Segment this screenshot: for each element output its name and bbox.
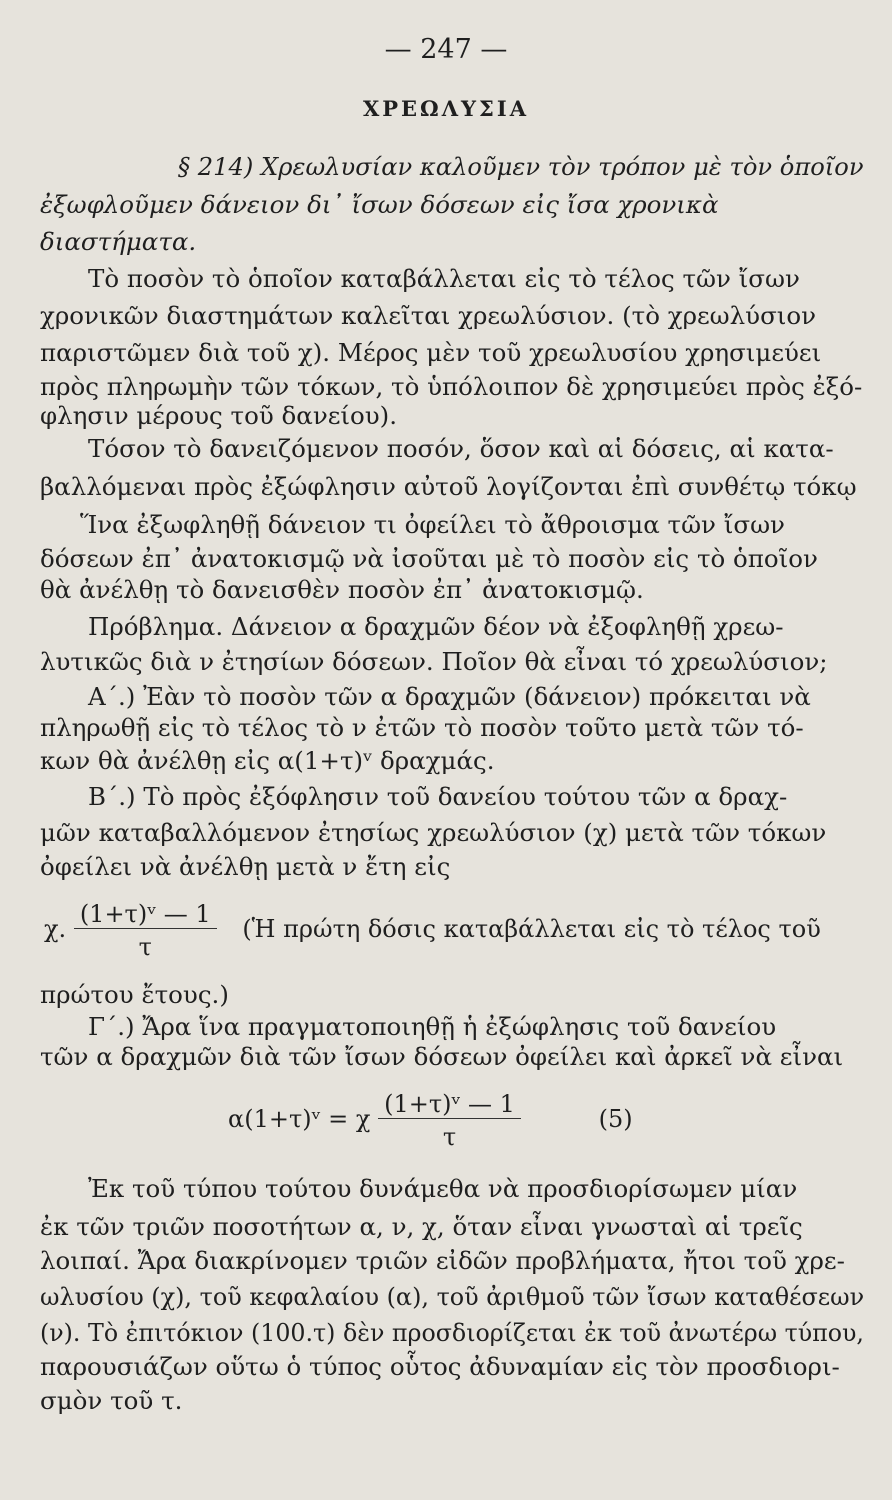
problem-line: Πρόβλημα. Δάνειον α δραχμῶν δέον νὰ ἐξοφληθῇ χρεω- xyxy=(88,612,784,641)
page-number: — 247 — xyxy=(384,34,508,65)
equation-5 xyxy=(228,1090,633,1151)
equation-label: (5) xyxy=(598,1105,633,1133)
text-line: δόσεων ἐπ᾿ ἀνατοκισμῷ νὰ ἰσοῦται μὲ τὸ ποσὸν εἰς τὸ ὁποῖον xyxy=(40,544,818,573)
text-line: ὀφείλει νὰ ἀνέλθῃ μετὰ ν ἔτη εἰς xyxy=(40,852,451,881)
annuity-formula xyxy=(44,900,821,961)
text-line: λοιπαί. Ἄρα διακρίνομεν τριῶν εἰδῶν προβλήματα, ἤτοι τοῦ χρε- xyxy=(40,1246,845,1275)
text-line: Τόσον τὸ δανειζόμενον ποσόν, ὅσον καὶ αἱ δόσεις, αἱ κατα- xyxy=(88,434,834,463)
text-line: Α΄.) Ἐὰν τὸ ποσὸν τῶν α δραχμῶν (δάνειον) πρόκειται νὰ xyxy=(88,682,811,711)
formula-denominator: τ xyxy=(138,933,152,961)
text-line: Ἐκ τοῦ τύπου τούτου δυνάμεθα νὰ προσδιορίσωμεν μίαν xyxy=(88,1174,798,1203)
equation-denominator: τ xyxy=(442,1123,457,1151)
formula-prefix: χ. xyxy=(44,915,67,943)
text-line: φλησιν μέρους τοῦ δανείου). xyxy=(40,401,398,430)
text-line: βαλλόμεναι πρὸς ἐξώφλησιν αὐτοῦ λογίζονται ἐπὶ συνθέτῳ τόκῳ xyxy=(40,472,857,501)
section-heading: ΧΡΕΩΛΥΣΙΑ xyxy=(362,96,530,121)
text-line: χρονικῶν διαστημάτων καλεῖται χρεωλύσιον. (τὸ χρεωλύσιον xyxy=(40,301,817,330)
text-line: θὰ ἀνέλθῃ τὸ δανεισθὲν ποσὸν ἐπ᾿ ἀνατοκισμῷ. xyxy=(40,575,644,604)
equation-left: α(1+τ)ᵛ = χ xyxy=(228,1105,371,1133)
text-line: κων θὰ ἀνέλθῃ εἰς α(1+τ)ᵛ δραχμάς. xyxy=(40,746,495,775)
text-line: ωλυσίου (χ), τοῦ κεφαλαίου (α), τοῦ ἀριθμοῦ τῶν ἴσων καταθέσεων xyxy=(40,1282,865,1311)
text-line: Ἵνα ἐξωφληθῇ δάνειον τι ὀφείλει τὸ ἄθροισμα τῶν ἴσων xyxy=(80,510,785,539)
text-line: ἐκ τῶν τριῶν ποσοτήτων α, ν, χ, ὅταν εἶναι γνωσταὶ αἱ τρεῖς xyxy=(40,1212,803,1241)
formula-note: (Ἡ πρώτη δόσις καταβάλλεται εἰς τὸ τέλος τοῦ xyxy=(242,915,821,943)
text-line: § 214) Χρεωλυσίαν καλοῦμεν τὸν τρόπον μὲ τὸν ὁποῖον xyxy=(178,152,864,181)
text-line: παριστῶμεν διὰ τοῦ χ). Μέρος μὲν τοῦ χρεωλυσίου χρησιμεύει xyxy=(40,338,822,367)
text-line: σμὸν τοῦ τ. xyxy=(40,1386,183,1415)
text-line: διαστήματα. xyxy=(40,227,197,256)
text-line: (ν). Τὸ ἐπιτόκιον (100.τ) δὲν προσδιορίζεται ἐκ τοῦ ἀνωτέρω τύπου, xyxy=(40,1318,864,1347)
text-line: ἐξωφλοῦμεν δάνειον δι᾿ ἴσων δόσεων εἰς ἴσα χρονικὰ xyxy=(40,190,719,219)
formula-fraction xyxy=(74,900,217,961)
equation-numerator: (1+τ)ᵛ — 1 xyxy=(378,1090,521,1119)
text-line: τῶν α δραχμῶν διὰ τῶν ἴσων δόσεων ὀφείλει καὶ ἀρκεῖ νὰ εἶναι xyxy=(40,1042,844,1071)
text-line: πληρωθῇ εἰς τὸ τέλος τὸ ν ἐτῶν τὸ ποσὸν τοῦτο μετὰ τῶν τό- xyxy=(40,713,804,742)
formula-numerator: (1+τ)ᵛ — 1 xyxy=(74,900,217,929)
text-line: Γ΄.) Ἄρα ἵνα πραγματοποιηθῇ ἡ ἐξώφλησις τοῦ δανείου xyxy=(88,1012,777,1041)
text-line: πρώτου ἔτους.) xyxy=(40,980,229,1009)
text-line: λυτικῶς διὰ ν ἐτησίων δόσεων. Ποῖον θὰ εἶναι τό χρεωλύσιον; xyxy=(40,647,828,676)
equation-fraction xyxy=(378,1090,521,1151)
text-line: πρὸς πληρωμὴν τῶν τόκων, τὸ ὑπόλοιπον δὲ χρησιμεύει πρὸς ἐξό- xyxy=(40,372,863,401)
text-line: μῶν καταβαλλόμενον ἐτησίως χρεωλύσιον (χ) μετὰ τῶν τόκων xyxy=(40,818,827,847)
text-line: Τὸ ποσὸν τὸ ὁποῖον καταβάλλεται εἰς τὸ τέλος τῶν ἴσων xyxy=(88,264,800,293)
text-line: Β΄.) Τὸ πρὸς ἐξόφλησιν τοῦ δανείου τούτου τῶν α δραχ- xyxy=(88,782,788,811)
text-line: παρουσιάζων οὕτω ὁ τύπος οὗτος ἀδυναμίαν εἰς τὸν προσδιορι- xyxy=(40,1352,840,1381)
